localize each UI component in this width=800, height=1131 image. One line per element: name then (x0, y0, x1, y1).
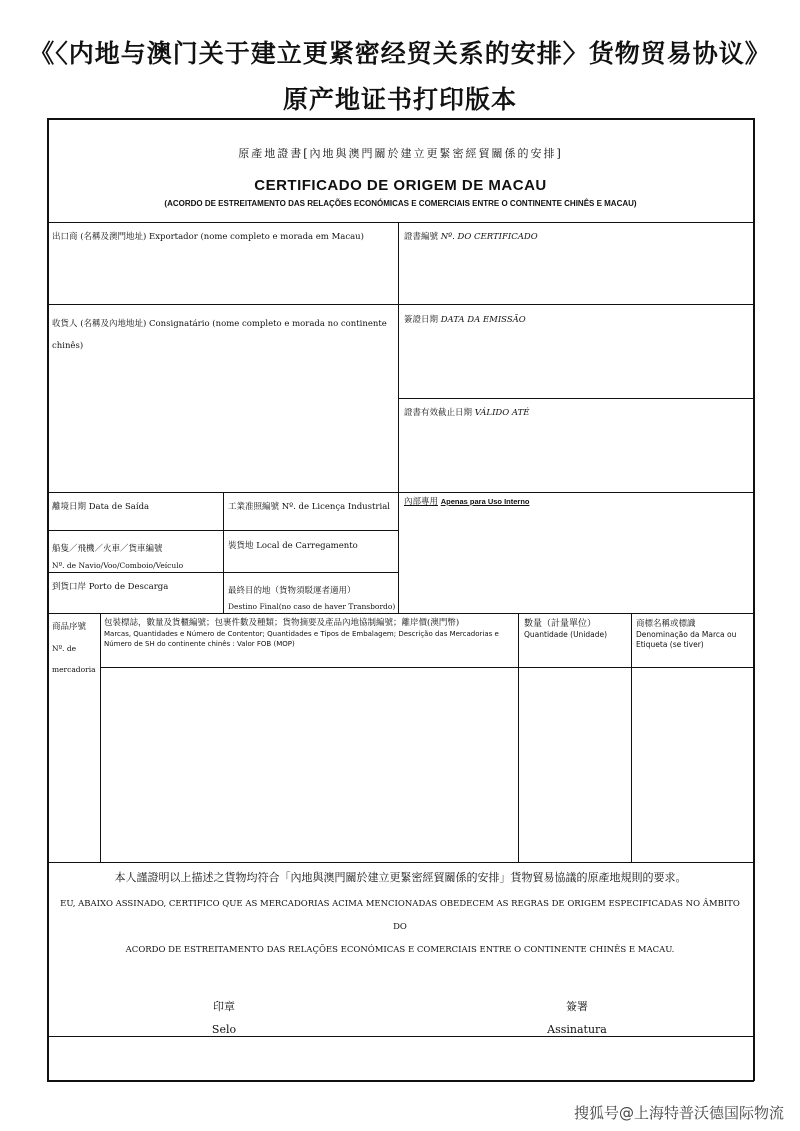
page-subtitle: 原产地证书打印版本 (282, 85, 517, 114)
final-destination-label-cn: 最終目的地（貨物須駁運者適用） (228, 586, 356, 596)
brand-label-pt1: Denominação da Marca ou (636, 630, 737, 639)
page-title: 《〈内地与澳门关于建立更紧密经贸关系的安排〉货物贸易协议》 (29, 39, 771, 68)
divider (47, 613, 754, 614)
divider (47, 862, 754, 863)
licence-number-label-cn: 工業准照編號 (228, 502, 280, 512)
certificate-number-field[interactable] (404, 231, 744, 244)
departure-date-label-cn: 離境日期 (52, 502, 87, 512)
internal-use-field (404, 495, 744, 509)
declaration-cn: 本人謹證明以上描述之貨物均符合「內地與澳門關於建立更緊密經貿關係的安排」貨物貿易協議的原產地規則的要求。 (114, 871, 687, 884)
loading-place-field[interactable] (228, 540, 396, 553)
border-left (47, 118, 49, 1081)
loading-place-label-pt: Local de Carregamento (256, 541, 358, 551)
valid-until-field[interactable] (404, 407, 744, 420)
divider (518, 613, 519, 862)
divider (398, 398, 754, 399)
divider (631, 613, 632, 862)
divider (47, 304, 754, 305)
declaration-pt-line1: EU, ABAIXO ASSINADO, CERTIFICO QUE AS MERCADORIAS ACIMA MENCIONADAS OBEDECEM AS REGRAS DE ORIGEM ESPECIFICADAS NO ÂMBITO DO (60, 899, 740, 932)
brand-label-cn: 商標名稱或標識 (636, 619, 696, 629)
discharge-port-label-pt: Porto de Descarga (88, 582, 169, 592)
seal-label-pt: Selo (211, 1023, 237, 1036)
quantity-header (524, 618, 628, 640)
quantity-label-cn: 數量（計量單位） (524, 619, 597, 629)
licence-number-field[interactable] (228, 501, 396, 514)
brand-cell[interactable] (633, 669, 752, 861)
border-right (753, 118, 755, 1081)
border-bottom (47, 1080, 754, 1082)
departure-date-label-pt: Data de Saída (88, 502, 150, 512)
exporter-field[interactable] (52, 231, 392, 244)
signature-area[interactable] (527, 995, 627, 1041)
divider (47, 1036, 754, 1037)
exporter-label: 出口商 (名稱及澳門地址) Exportador (nome completo e morada em Macau) (52, 232, 364, 242)
internal-use-label-cn: 內部專用 (404, 497, 439, 507)
valid-until-label-pt: VÁLIDO ATÉ (474, 408, 530, 418)
issue-date-label-pt: DATA DA EMISSÃO (440, 315, 526, 325)
brand-header (636, 618, 752, 650)
final-destination-label-pt: Destino Final(no caso de haver Transbordo) (228, 602, 396, 611)
divider (47, 222, 754, 223)
source-watermark: 搜狐号@上海特普沃德国际物流 (573, 1104, 784, 1122)
seal-label-cn: 印章 (213, 1000, 235, 1013)
certificate-number-label-cn: 證書編號 (404, 232, 439, 242)
goods-description-label-pt2: Número de SH do continente chinês : Valor FOB (MOP) (104, 640, 295, 648)
declaration-pt-line2: ACORDO DE ESTREITAMENTO DAS RELAÇÕES ECONÓMICAS E COMERCIAIS ENTRE O CONTINENTE CHINÊS E MACAU. (125, 945, 675, 955)
divider (100, 613, 101, 862)
issue-date-field[interactable] (404, 314, 744, 327)
vessel-number-label-pt: Nº. de Navio/Voo/Comboio/Veículo (52, 561, 184, 570)
consignee-field[interactable] (52, 313, 392, 357)
goods-description-cell[interactable] (102, 669, 517, 861)
goods-description-header (104, 617, 516, 649)
discharge-port-field[interactable] (52, 581, 220, 594)
divider (398, 222, 399, 613)
internal-use-label-pt: Apenas para Uso Interno (440, 497, 530, 506)
quantity-label-pt: Quantidade (Unidade) (524, 630, 608, 639)
consignee-label-cont: chinês) (52, 341, 84, 351)
declaration-pt (60, 893, 740, 962)
consignee-label: 收貨人 (名稱及內地地址) Consignatário (nome completo e morada no continente (52, 319, 387, 329)
item-number-label-cn: 商品序號 (52, 622, 87, 632)
signature-label-cn: 簽署 (566, 1000, 588, 1013)
loading-place-label-cn: 裝貨地 (228, 541, 254, 551)
seal-area[interactable] (174, 995, 274, 1041)
discharge-port-label-cn: 到貨口岸 (52, 582, 87, 592)
certificate-number-label-pt: Nº. DO CERTIFICADO (440, 232, 538, 242)
quantity-cell[interactable] (520, 669, 630, 861)
divider (223, 492, 224, 613)
departure-date-field[interactable] (52, 501, 220, 514)
remarks-row[interactable] (49, 1038, 752, 1079)
border-top (47, 118, 754, 120)
item-number-label-pt2: mercadoria (52, 665, 96, 674)
vessel-number-label-cn: 船隻／飛機／火車／貨車編號 (52, 544, 163, 554)
licence-number-label-pt: Nº. de Licença Industrial (281, 502, 390, 512)
brand-label-pt2: Etiqueta (se tiver) (636, 640, 704, 649)
divider (100, 667, 754, 668)
issue-date-label-cn: 簽證日期 (404, 315, 439, 325)
goods-description-label-cn: 包裝標誌，數量及貨櫃編號；包裹件數及種類；貨物摘要及產品內地協制編號；離岸價(澳門幣) (104, 618, 460, 628)
certificate-header-pt: CERTIFICADO DE ORIGEM DE MACAU (254, 177, 547, 194)
certificate-header-pt-sub: (ACORDO DE ESTREITAMENTO DAS RELAÇÕES ECONÓMICAS E COMERCIAIS ENTRE O CONTINENTE CHINÊS E MACAU) (164, 199, 637, 208)
final-destination-field[interactable] (228, 580, 396, 612)
certificate-header-cn: 原產地證書[內地與澳門關於建立更緊密經貿關係的安排] (238, 147, 563, 160)
goods-description-label-pt1: Marcas, Quantidades e Número de Contentor; Quantidades e Tipos de Embalagem; Descrição das Mercadorias e (104, 630, 499, 638)
item-number-cell[interactable] (49, 669, 99, 861)
item-number-label-pt1: Nº. de (52, 644, 77, 653)
vessel-number-field[interactable] (52, 539, 220, 573)
signature-label-pt: Assinatura (547, 1023, 607, 1036)
valid-until-label-cn: 證書有效截止日期 (404, 408, 473, 418)
divider (47, 492, 754, 493)
